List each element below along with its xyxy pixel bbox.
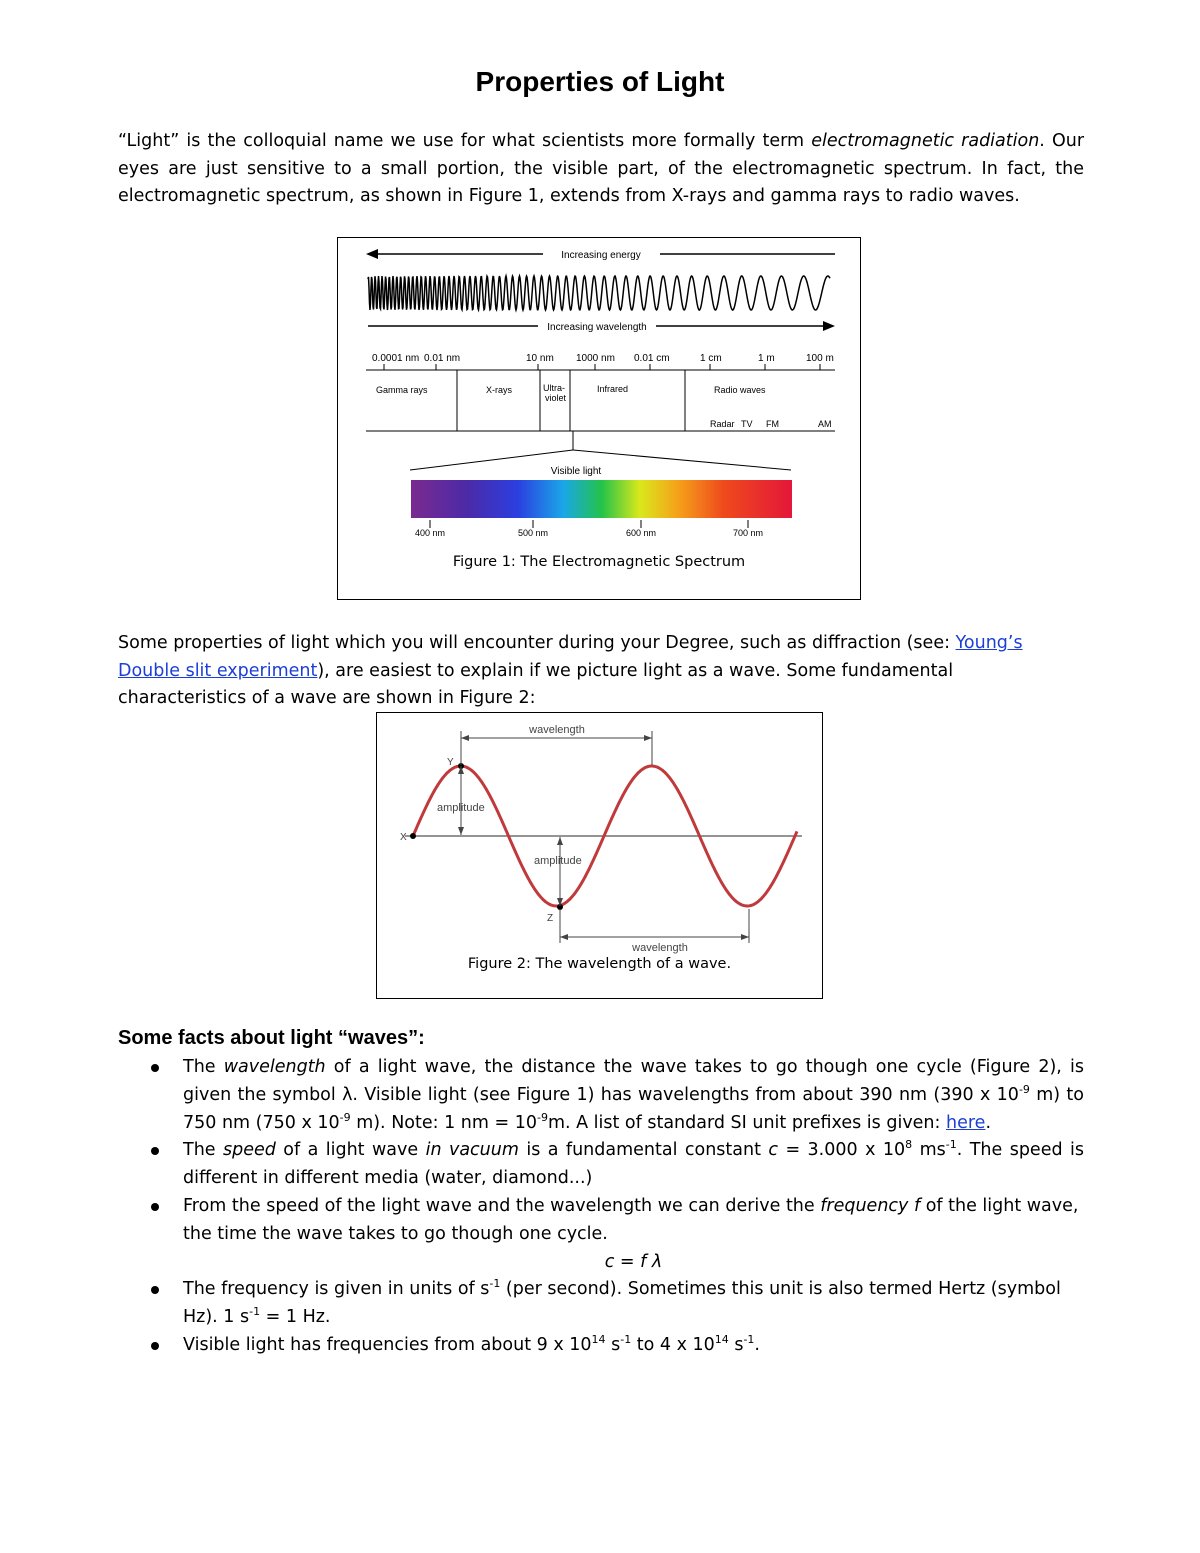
bullet-icon xyxy=(151,1147,159,1155)
visible-tick: 600 nm xyxy=(625,528,657,538)
point-z-label: Z xyxy=(547,913,554,924)
em-wave-curve xyxy=(368,276,830,310)
wave-diagram xyxy=(377,713,821,997)
paragraph-2 xyxy=(118,630,1084,713)
wavelength-bottom-label: wavelength xyxy=(632,942,688,954)
scale-label: 1 m xyxy=(758,353,775,364)
bullet-icon xyxy=(151,1342,159,1350)
figure-2-wavelength xyxy=(376,712,823,999)
band-fm: FM xyxy=(766,419,779,429)
scale-label: 0.01 cm xyxy=(634,353,670,364)
figure-1-electromagnetic-spectrum xyxy=(337,237,861,600)
amplitude-top-label: amplitude xyxy=(437,802,485,814)
point-x-marker xyxy=(410,833,416,839)
intro-quote: “Light” xyxy=(118,131,180,151)
bullet-icon xyxy=(151,1064,159,1072)
list-item: From the speed of the light wave and the wavelength we can derive the frequency f of the light wave, the time the wave takes to go though one cycle. xyxy=(118,1193,1084,1249)
region-infrared: Infrared xyxy=(597,384,629,394)
band-radar: Radar xyxy=(710,419,735,429)
figure-2-caption: Figure 2: The wavelength of a wave. xyxy=(467,956,732,972)
region-ultraviolet-2: violet xyxy=(545,393,567,403)
scale-label: 10 nm xyxy=(526,353,554,364)
list-item: The wavelength of a light wave, the distance the wave takes to go though one cycle (Figure 2), is given the symbol λ. Visible light (see Figure 1) has wavelengths from about 390 nm (390 x $10^{-9}$ m) to 750 nm (750 x $10^{-9}$ m). Note: 1 nm = $10^{-9}m$. A list of standard SI unit prefixes is given: here. xyxy=(118,1054,1084,1137)
intro-text-2: . Our eyes are just sensitive to a small portion, the visible part, of the electromagnetic spectrum. In fact, the electromagnetic spectrum, as shown in Figure 1, extends from X-rays and gamma rays to radio waves. xyxy=(118,131,1085,206)
scale-label: 1000 nm xyxy=(576,353,615,364)
intro-term: electromagnetic radiation xyxy=(811,131,1040,151)
region-ultraviolet: Ultra- xyxy=(543,383,565,393)
energy-label: Increasing energy xyxy=(561,250,641,261)
point-y-label: Y xyxy=(447,757,454,768)
facts-heading: Some facts about light “waves”: xyxy=(118,1027,425,1049)
amplitude-bottom-label: amplitude xyxy=(534,855,582,867)
visible-tick: 700 nm xyxy=(732,528,764,538)
list-item: Visible light has frequencies from about 9 x $10^{14}$ $s^{-1}$ to 4 x $10^{14}$ $s^{-1}$. xyxy=(118,1332,1084,1360)
si-prefixes-link[interactable]: here xyxy=(946,1112,986,1133)
arrow-head-right xyxy=(823,321,835,331)
wavelength-top-label: wavelength xyxy=(529,724,585,736)
visible-spectrum-bar xyxy=(411,480,792,518)
para2-text: Some properties of light which you will encounter during your Degree, such as diffraction (see: xyxy=(118,633,956,653)
figure-1-caption: Figure 1: The Electromagnetic Spectrum xyxy=(452,554,746,570)
visible-tick: 500 nm xyxy=(517,528,549,538)
intro-paragraph xyxy=(118,128,1084,211)
scale-label: 0.01 nm xyxy=(424,353,461,364)
wavelength-label: Increasing wavelength xyxy=(547,322,647,333)
equation: c = f λ xyxy=(604,1251,663,1272)
arrow-head-left xyxy=(366,249,378,259)
para2-text-2: ), are easiest to explain if we picture light as a wave. Some fundamental characteristics of a wave are shown in Figure 2: xyxy=(118,660,954,708)
bullet-icon xyxy=(151,1203,159,1211)
point-x-label: X xyxy=(400,832,407,843)
page-title: Properties of Light xyxy=(475,66,725,97)
band-am: AM xyxy=(818,419,832,429)
region-xrays: X-rays xyxy=(486,385,513,395)
region-gamma: Gamma rays xyxy=(376,385,428,395)
list-item: The frequency is given in units of $s^{-1}$ (per second). Sometimes this unit is also termed Hertz (symbol Hz). 1 $s^{-1} = 1$ Hz. xyxy=(118,1276,1084,1332)
band-tv: TV xyxy=(741,419,753,429)
scale-label: 100 m xyxy=(806,353,834,364)
visible-label: Visible light xyxy=(550,466,602,477)
em-spectrum-diagram xyxy=(338,238,859,598)
scale-label: 1 cm xyxy=(700,353,722,364)
bullet-icon xyxy=(151,1286,159,1294)
facts-list xyxy=(118,1054,1084,1360)
visible-tick: 400 nm xyxy=(414,528,446,538)
intro-text: is the colloquial name we use for what scientists more formally term xyxy=(179,131,812,151)
youngs-double-slit-link[interactable]: Young’s Double slit experiment xyxy=(118,633,1023,681)
scale-label: 0.0001 nm xyxy=(372,353,420,364)
list-item: The speed of a light wave in vacuum is a fundamental constant c = 3.000 x $10^8$ $ms^{-1}$. The speed is different in different media (water, diamond...) xyxy=(118,1137,1084,1193)
region-radio: Radio waves xyxy=(714,385,766,395)
